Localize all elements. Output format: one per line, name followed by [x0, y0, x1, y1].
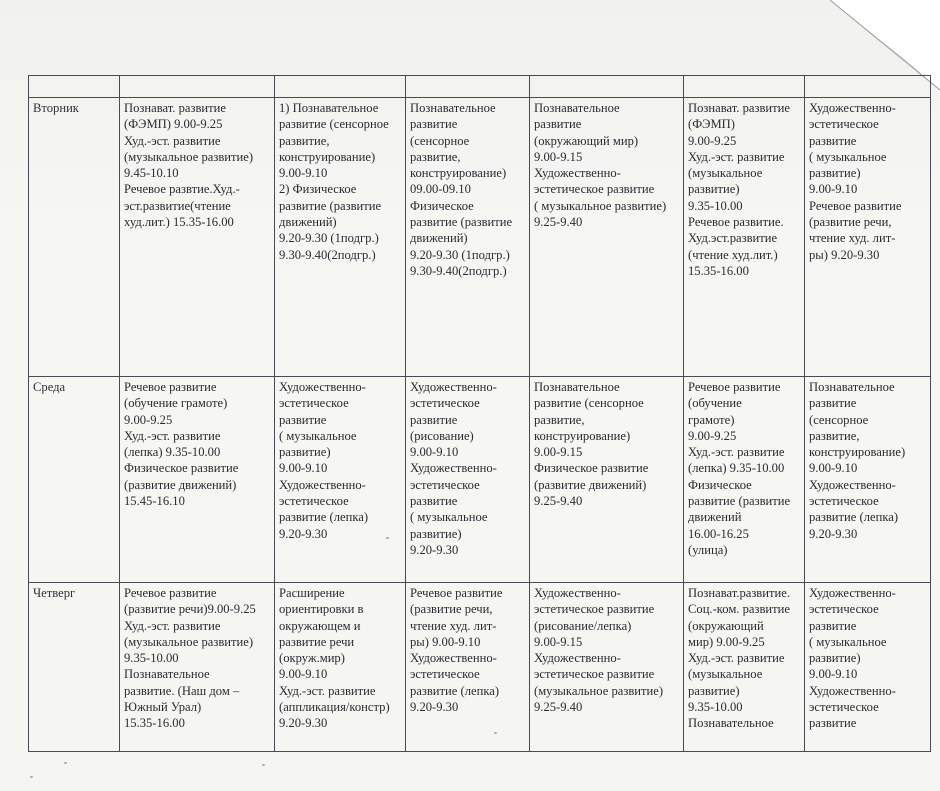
schedule-cell: Познавательное развитие (сенсорное развитие, конструирование) 9.00-9.10 Художественно- эстетическое развитие (лепка) 9.20-9.30 — [805, 377, 931, 583]
header-cell — [530, 76, 684, 98]
header-row — [29, 76, 931, 98]
schedule-cell: Художественно- эстетическое развитие (рисование/лепка) 9.00-9.15 Художественно- эстетическое развитие (музыкальное развитие) 9.25-9.40 — [530, 583, 684, 752]
table-row-wednesday — [29, 377, 931, 583]
schedule-cell: Речевое развитие (обучение грамоте) 9.00-9.25 Худ.-эст. развитие (лепка) 9.35-10.00 Физическое развитие (развитие движений 16.00-16.25 (улица) — [684, 377, 805, 583]
schedule-cell: Познавательное развитие (окружающий мир) 9.00-9.15 Художественно- эстетическое развитие ( музыкальное развитие) 9.25-9.40 — [530, 98, 684, 377]
table-row-thursday — [29, 583, 931, 752]
schedule-cell: Художественно- эстетическое развитие (рисование) 9.00-9.10 Художественно- эстетическое развитие ( музыкальное развитие) 9.20-9.30 — [406, 377, 530, 583]
schedule-cell: Речевое развитие (развитие речи)9.00-9.25 Худ.-эст. развитие (музыкальное развитие) 9.35-10.00 Познавательное развитие. (Наш дом – Южный Урал) 15.35-16.00 — [120, 583, 275, 752]
header-cell — [805, 76, 931, 98]
scan-speck — [64, 762, 67, 764]
schedule-cell: Познават. развитие (ФЭМП) 9.00-9.25 Худ.-эст. развитие (музыкальное развитие) 9.45-10.10 Речевое развтие.Худ.- эст.развитие(чтение худ.лит.) 15.35-16.00 — [120, 98, 275, 377]
scan-speck — [30, 776, 33, 778]
schedule-cell: Речевое развитие (развитие речи, чтение худ. лит- ры) 9.00-9.10 Художественно- эстетическое развитие (лепка) 9.20-9.30 — [406, 583, 530, 752]
scan-speck — [386, 537, 389, 539]
day-label: Четверг — [29, 583, 120, 752]
scan-speck — [494, 732, 497, 734]
header-cell — [29, 76, 120, 98]
schedule-cell: Художественно- эстетическое развитие ( музыкальное развитие) 9.00-9.10 Речевое развитие (развитие речи, чтение худ. лит- ры) 9.20-9.30 — [805, 98, 931, 377]
scan-speck — [262, 764, 265, 766]
day-label: Вторник — [29, 98, 120, 377]
header-cell — [275, 76, 406, 98]
schedule-cell: Познават.развитие. Соц.-ком. развитие (окружающий мир) 9.00-9.25 Худ.-эст. развитие (музыкальное развитие) 9.35-10.00 Познавательное — [684, 583, 805, 752]
schedule-cell: Познавательное развитие (сенсорное развитие, конструирование) 9.00-9.15 Физическое развитие (развитие движений) 9.25-9.40 — [530, 377, 684, 583]
schedule-cell: Познавательное развитие (сенсорное развитие, конструирование) 09.00-09.10 Физическое развитие (развитие движений) 9.20-9.30 (1подгр.) 9.30-9.40(2подгр.) — [406, 98, 530, 377]
day-label: Среда — [29, 377, 120, 583]
table-row-tuesday — [29, 98, 931, 377]
header-cell — [120, 76, 275, 98]
schedule-cell: Художественно- эстетическое развитие ( музыкальное развитие) 9.00-9.10 Художественно- эстетическое развитие — [805, 583, 931, 752]
schedule-cell: Расширение ориентировки в окружающем и развитие речи (окруж.мир) 9.00-9.10 Худ.-эст. развитие (аппликация/констр) 9.20-9.30 — [275, 583, 406, 752]
weekly-schedule-table — [28, 75, 931, 752]
schedule-cell: Речевое развитие (обучение грамоте) 9.00-9.25 Худ.-эст. развитие (лепка) 9.35-10.00 Физическое развитие (развитие движений) 15.45-16.10 — [120, 377, 275, 583]
header-cell — [684, 76, 805, 98]
schedule-cell: Художественно- эстетическое развитие ( музыкальное развитие) 9.00-9.10 Художественно- эстетическое развитие (лепка) 9.20-9.30 — [275, 377, 406, 583]
schedule-cell: Познават. развитие (ФЭМП) 9.00-9.25 Худ.-эст. развитие (музыкальное развитие) 9.35-10.00 Речевое развитие. Худ.эст.развитие (чтение худ.лит.) 15.35-16.00 — [684, 98, 805, 377]
schedule-cell: 1) Познавательное развитие (сенсорное развитие, конструирование) 9.00-9.10 2) Физическое развитие (развитие движений) 9.20-9.30 (1подгр.) 9.30-9.40(2подгр.) — [275, 98, 406, 377]
header-cell — [406, 76, 530, 98]
